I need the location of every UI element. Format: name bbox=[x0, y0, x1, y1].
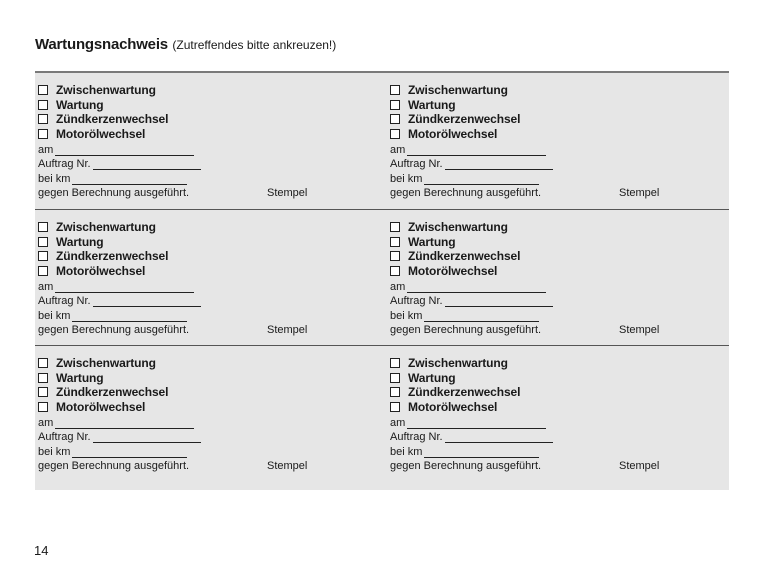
mileage-line[interactable] bbox=[424, 311, 539, 322]
stamp-label: Stempel bbox=[619, 187, 660, 199]
checkbox-row-motoroelwechsel[interactable] bbox=[38, 264, 378, 279]
checkbox[interactable] bbox=[38, 222, 48, 232]
entry-footer bbox=[38, 185, 378, 200]
checkbox-label: Wartung bbox=[56, 234, 104, 249]
stamp-label: Stempel bbox=[267, 187, 308, 199]
checkbox[interactable] bbox=[390, 100, 400, 110]
billing-note: gegen Berechnung ausgeführt. bbox=[38, 460, 190, 472]
date-label: am bbox=[38, 280, 54, 293]
date-line[interactable] bbox=[407, 418, 546, 429]
date-field bbox=[38, 278, 378, 293]
checkbox[interactable] bbox=[38, 85, 48, 95]
checkbox-label: Zündkerzenwechsel bbox=[56, 112, 169, 127]
stamp-label: Stempel bbox=[619, 324, 660, 336]
date-label: am bbox=[390, 416, 406, 429]
checkbox-label: Zwischenwartung bbox=[56, 220, 156, 235]
checkbox[interactable] bbox=[390, 222, 400, 232]
checkbox[interactable] bbox=[38, 237, 48, 247]
maintenance-block-1 bbox=[35, 73, 729, 209]
mileage-label: bei km bbox=[38, 309, 71, 322]
mileage-field bbox=[38, 307, 378, 322]
date-label: am bbox=[390, 143, 406, 156]
order-number-line[interactable] bbox=[445, 432, 553, 443]
stamp-label: Stempel bbox=[267, 324, 308, 336]
stamp-label: Stempel bbox=[619, 460, 660, 472]
checkbox-row-motoroelwechsel[interactable] bbox=[390, 400, 730, 415]
checkbox-label: Zwischenwartung bbox=[408, 220, 508, 235]
order-number-label: Auftrag Nr. bbox=[390, 431, 443, 443]
checkbox-label: Zwischenwartung bbox=[408, 356, 508, 371]
checkbox-row-zwischenwartung[interactable] bbox=[38, 83, 378, 98]
order-number-label: Auftrag Nr. bbox=[390, 295, 443, 307]
date-line[interactable] bbox=[55, 145, 194, 156]
entry-footer bbox=[390, 458, 730, 473]
billing-note: gegen Berechnung ausgeführt. bbox=[390, 460, 542, 472]
checkbox-label: Zwischenwartung bbox=[56, 83, 156, 98]
mileage-label: bei km bbox=[390, 172, 423, 185]
checkbox-label: Motorölwechsel bbox=[56, 263, 146, 278]
order-number-label: Auftrag Nr. bbox=[38, 431, 91, 443]
page-heading bbox=[35, 36, 336, 54]
checkbox-label: Motorölwechsel bbox=[56, 399, 146, 414]
maintenance-entry bbox=[38, 356, 378, 480]
checkbox-label: Wartung bbox=[408, 234, 456, 249]
billing-note: gegen Berechnung ausgeführt. bbox=[38, 187, 190, 199]
checkbox-label: Zündkerzenwechsel bbox=[56, 249, 169, 264]
checkbox-row-wartung[interactable] bbox=[38, 98, 378, 113]
date-line[interactable] bbox=[55, 418, 194, 429]
checkbox[interactable] bbox=[38, 100, 48, 110]
page-number: 14 bbox=[34, 543, 49, 558]
checkbox-label: Zündkerzenwechsel bbox=[408, 385, 521, 400]
maintenance-entry bbox=[38, 83, 378, 207]
checkbox-label: Zwischenwartung bbox=[408, 83, 508, 98]
order-number-line[interactable] bbox=[445, 296, 553, 307]
date-field bbox=[390, 414, 730, 429]
checkbox[interactable] bbox=[38, 114, 48, 124]
mileage-line[interactable] bbox=[424, 447, 539, 458]
checkbox[interactable] bbox=[38, 129, 48, 139]
checkbox[interactable] bbox=[38, 387, 48, 397]
date-label: am bbox=[38, 416, 54, 429]
checkbox-row-wartung[interactable] bbox=[38, 371, 378, 386]
checkbox[interactable] bbox=[390, 114, 400, 124]
billing-note: gegen Berechnung ausgeführt. bbox=[38, 324, 190, 336]
checkbox[interactable] bbox=[390, 129, 400, 139]
checkbox-row-wartung[interactable] bbox=[390, 371, 730, 386]
checkbox-label: Wartung bbox=[56, 370, 104, 385]
maintenance-block-3 bbox=[35, 345, 729, 482]
checkbox[interactable] bbox=[38, 358, 48, 368]
date-field bbox=[38, 141, 378, 156]
billing-note: gegen Berechnung ausgeführt. bbox=[390, 187, 542, 199]
order-number-label: Auftrag Nr. bbox=[38, 295, 91, 307]
date-line[interactable] bbox=[55, 282, 194, 293]
entry-footer bbox=[38, 322, 378, 337]
mileage-line[interactable] bbox=[72, 311, 187, 322]
order-number-field bbox=[38, 429, 378, 444]
checkbox-label: Wartung bbox=[408, 370, 456, 385]
checkbox-label: Motorölwechsel bbox=[56, 126, 146, 141]
checkbox[interactable] bbox=[38, 266, 48, 276]
mileage-field bbox=[390, 443, 730, 458]
date-field bbox=[390, 141, 730, 156]
checkbox-row-zuendkerzenwechsel[interactable] bbox=[38, 249, 378, 264]
checkbox[interactable] bbox=[390, 402, 400, 412]
order-number-label: Auftrag Nr. bbox=[390, 158, 443, 170]
order-number-line[interactable] bbox=[93, 159, 201, 170]
order-number-line[interactable] bbox=[93, 296, 201, 307]
checkbox-row-motoroelwechsel[interactable] bbox=[38, 127, 378, 142]
mileage-line[interactable] bbox=[72, 174, 187, 185]
checkbox-label: Motorölwechsel bbox=[408, 399, 498, 414]
checkbox-label: Wartung bbox=[408, 97, 456, 112]
checkbox[interactable] bbox=[390, 387, 400, 397]
checkbox[interactable] bbox=[390, 373, 400, 383]
order-number-field bbox=[390, 293, 730, 308]
maintenance-entry bbox=[390, 220, 730, 344]
date-line[interactable] bbox=[407, 145, 546, 156]
page-title: Wartungsnachweis bbox=[35, 36, 168, 53]
maintenance-log-panel bbox=[35, 71, 729, 490]
order-number-line[interactable] bbox=[445, 159, 553, 170]
order-number-line[interactable] bbox=[93, 432, 201, 443]
checkbox-row-zuendkerzenwechsel[interactable] bbox=[38, 385, 378, 400]
order-number-label: Auftrag Nr. bbox=[38, 158, 91, 170]
mileage-line[interactable] bbox=[424, 174, 539, 185]
checkbox-row-wartung[interactable] bbox=[38, 235, 378, 250]
order-number-field bbox=[38, 293, 378, 308]
checkbox[interactable] bbox=[390, 266, 400, 276]
checkbox[interactable] bbox=[390, 85, 400, 95]
checkbox-row-zwischenwartung[interactable] bbox=[390, 356, 730, 371]
mileage-label: bei km bbox=[390, 445, 423, 458]
checkbox[interactable] bbox=[390, 251, 400, 261]
checkbox-row-wartung[interactable] bbox=[390, 98, 730, 113]
checkbox[interactable] bbox=[38, 373, 48, 383]
maintenance-entry bbox=[38, 220, 378, 344]
checkbox-row-zwischenwartung[interactable] bbox=[390, 220, 730, 235]
checkbox-row-zwischenwartung[interactable] bbox=[390, 83, 730, 98]
checkbox-row-zuendkerzenwechsel[interactable] bbox=[390, 112, 730, 127]
checkbox-label: Zündkerzenwechsel bbox=[408, 249, 521, 264]
checkbox[interactable] bbox=[390, 358, 400, 368]
date-label: am bbox=[38, 143, 54, 156]
checkbox-label: Zündkerzenwechsel bbox=[56, 385, 169, 400]
checkbox-row-motoroelwechsel[interactable] bbox=[390, 264, 730, 279]
mileage-field bbox=[390, 170, 730, 185]
checkbox-row-zwischenwartung[interactable] bbox=[38, 356, 378, 371]
mileage-label: bei km bbox=[38, 172, 71, 185]
maintenance-block-2 bbox=[35, 209, 729, 346]
order-number-field bbox=[390, 156, 730, 171]
entry-footer bbox=[390, 322, 730, 337]
checkbox-row-zuendkerzenwechsel[interactable] bbox=[390, 385, 730, 400]
checkbox-row-zuendkerzenwechsel[interactable] bbox=[390, 249, 730, 264]
mileage-label: bei km bbox=[38, 445, 71, 458]
checkbox-label: Wartung bbox=[56, 97, 104, 112]
checkbox-row-zwischenwartung[interactable] bbox=[38, 220, 378, 235]
checkbox-row-wartung[interactable] bbox=[390, 235, 730, 250]
mileage-field bbox=[38, 170, 378, 185]
maintenance-entry bbox=[390, 356, 730, 480]
checkbox-row-motoroelwechsel[interactable] bbox=[38, 400, 378, 415]
mileage-field bbox=[38, 443, 378, 458]
checkbox[interactable] bbox=[38, 251, 48, 261]
mileage-field bbox=[390, 307, 730, 322]
page-subtitle: (Zutreffendes bitte ankreuzen!) bbox=[172, 38, 337, 52]
checkbox-row-zuendkerzenwechsel[interactable] bbox=[38, 112, 378, 127]
maintenance-entry bbox=[390, 83, 730, 207]
checkbox-row-motoroelwechsel[interactable] bbox=[390, 127, 730, 142]
checkbox-label: Motorölwechsel bbox=[408, 126, 498, 141]
entry-footer bbox=[390, 185, 730, 200]
date-field bbox=[390, 278, 730, 293]
checkbox-label: Zwischenwartung bbox=[56, 356, 156, 371]
checkbox-label: Zündkerzenwechsel bbox=[408, 112, 521, 127]
checkbox[interactable] bbox=[390, 237, 400, 247]
checkbox-label: Motorölwechsel bbox=[408, 263, 498, 278]
date-field bbox=[38, 414, 378, 429]
order-number-field bbox=[390, 429, 730, 444]
checkbox[interactable] bbox=[38, 402, 48, 412]
mileage-line[interactable] bbox=[72, 447, 187, 458]
date-label: am bbox=[390, 280, 406, 293]
billing-note: gegen Berechnung ausgeführt. bbox=[390, 324, 542, 336]
stamp-label: Stempel bbox=[267, 460, 308, 472]
order-number-field bbox=[38, 156, 378, 171]
mileage-label: bei km bbox=[390, 309, 423, 322]
entry-footer bbox=[38, 458, 378, 473]
date-line[interactable] bbox=[407, 282, 546, 293]
